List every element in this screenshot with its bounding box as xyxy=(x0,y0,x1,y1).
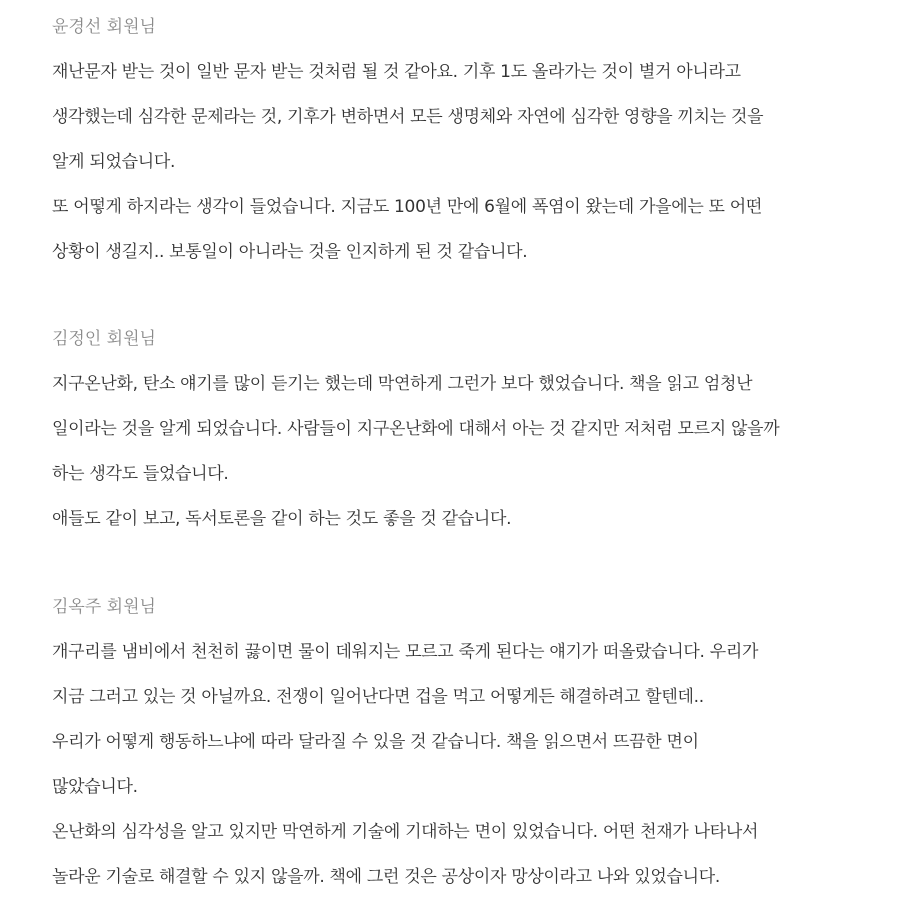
comment-line: 상황이 생길지.. 보통일이 아니라는 것을 인지하게 된 것 같습니다. xyxy=(52,242,528,262)
comment-line: 또 어떻게 하지라는 생각이 들었습니다. 지금도 100년 만에 6월에 폭염이 왔는데 가을에는 또 어떤 xyxy=(52,197,763,217)
comment-section-3 xyxy=(52,599,892,900)
comment-body xyxy=(52,630,892,900)
comment-author: 김정인 회원님 xyxy=(52,329,156,349)
comment-line: 온난화의 심각성을 알고 있지만 막연하게 기술에 기대하는 면이 있었습니다. 어떤 천재가 나타나서 xyxy=(52,822,759,842)
comment-line: 지구온난화, 탄소 얘기를 많이 듣기는 했는데 막연하게 그런가 보다 했었습니다. 책을 읽고 엄청난 xyxy=(52,374,753,394)
comment-section-1 xyxy=(52,19,892,275)
comment-line: 재난문자 받는 것이 일반 문자 받는 것처럼 될 것 같아요. 기후 1도 올라가는 것이 별거 아니라고 xyxy=(52,62,741,82)
comment-line: 지금 그러고 있는 것 아닐까요. 전쟁이 일어난다면 겁을 먹고 어떻게든 해결하려고 할텐데.. xyxy=(52,687,704,707)
comment-author: 윤경선 회원님 xyxy=(52,17,156,37)
comment-line: 놀라운 기술로 해결할 수 있지 않을까. 책에 그런 것은 공상이자 망상이라고 나와 있었습니다. xyxy=(52,867,720,887)
comment-body xyxy=(52,50,892,275)
comment-line: 일이라는 것을 알게 되었습니다. 사람들이 지구온난화에 대해서 아는 것 같지만 저처럼 모르지 않을까 xyxy=(52,419,780,439)
comment-line: 알게 되었습니다. xyxy=(52,152,176,172)
comment-line: 많았습니다. xyxy=(52,777,138,797)
comment-body xyxy=(52,362,892,542)
comment-line: 애들도 같이 보고, 독서토론을 같이 하는 것도 좋을 것 같습니다. xyxy=(52,509,512,529)
comment-line: 우리가 어떻게 행동하느냐에 따라 달라질 수 있을 것 같습니다. 책을 읽으면서 뜨끔한 면이 xyxy=(52,732,699,752)
comment-line: 하는 생각도 들었습니다. xyxy=(52,464,229,484)
comment-author: 김옥주 회원님 xyxy=(52,597,156,617)
comment-line: 생각했는데 심각한 문제라는 것, 기후가 변하면서 모든 생명체와 자연에 심각한 영향을 끼치는 것을 xyxy=(52,107,764,127)
comment-line: 개구리를 냄비에서 천천히 끓이면 물이 데워지는 모르고 죽게 된다는 얘기가 떠올랐습니다. 우리가 xyxy=(52,642,759,662)
comment-section-2 xyxy=(52,331,892,542)
